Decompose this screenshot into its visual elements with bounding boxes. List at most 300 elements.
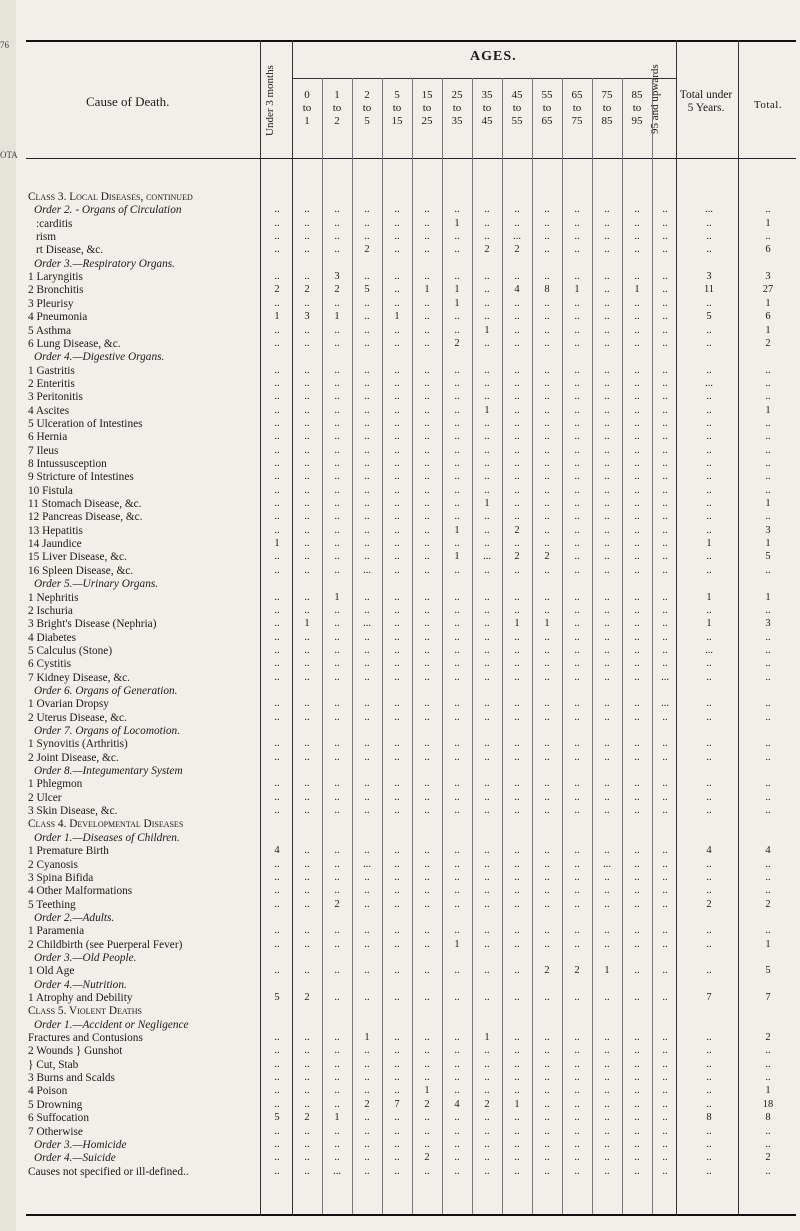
age-count-cell: .. bbox=[604, 1058, 610, 1070]
total-cell: 8 bbox=[765, 1112, 771, 1124]
age-count-cell: .. bbox=[334, 658, 340, 670]
age-count-cell: 1 bbox=[484, 1032, 490, 1044]
age-count-cell: .. bbox=[574, 711, 580, 723]
age-count-cell: .. bbox=[484, 698, 490, 710]
age-count-cell: .. bbox=[454, 698, 460, 710]
age-count-cell: .. bbox=[544, 1045, 550, 1057]
age-count-cell: .. bbox=[574, 671, 580, 683]
age-count-cell: .. bbox=[634, 925, 640, 937]
table-row bbox=[0, 737, 800, 751]
age-count-cell: .. bbox=[514, 1085, 520, 1097]
age-count-cell: .. bbox=[364, 604, 370, 616]
age-count-cell: .. bbox=[574, 604, 580, 616]
age-count-cell: .. bbox=[604, 938, 610, 950]
age-count-cell: .. bbox=[364, 644, 370, 656]
age-count-cell: .. bbox=[544, 564, 550, 576]
age-count-cell: .. bbox=[454, 791, 460, 803]
age-count-cell: .. bbox=[484, 925, 490, 937]
age-count-cell: .. bbox=[634, 671, 640, 683]
total-cell: .. bbox=[765, 204, 771, 216]
table-row bbox=[0, 390, 800, 404]
age-count-cell: .. bbox=[514, 1112, 520, 1124]
age-count-cell: .. bbox=[662, 458, 668, 469]
age-count-cell: 2 bbox=[304, 284, 310, 296]
age-count-cell: .. bbox=[604, 271, 610, 283]
table-row bbox=[0, 831, 800, 845]
cause-label: rt Disease, &c. bbox=[36, 244, 104, 257]
age-count-cell: .. bbox=[334, 1032, 340, 1044]
age-count-cell: .. bbox=[544, 364, 550, 376]
age-count-cell: .. bbox=[394, 391, 400, 403]
age-count-cell: .. bbox=[634, 631, 640, 643]
age-count-cell: .. bbox=[364, 938, 370, 950]
age-count-cell: .. bbox=[484, 391, 490, 403]
age-count-cell: .. bbox=[364, 551, 370, 563]
age-count-cell: .. bbox=[364, 297, 370, 309]
age-count-cell: .. bbox=[604, 297, 610, 309]
total-under-5-cell: 11 bbox=[703, 284, 715, 296]
age-count-cell: .. bbox=[484, 458, 490, 469]
age-count-cell: .. bbox=[544, 471, 550, 483]
age-count-cell: .. bbox=[514, 845, 520, 857]
age-count-cell: .. bbox=[514, 644, 520, 656]
age-count-cell: .. bbox=[544, 644, 550, 656]
age-count-cell: 2 bbox=[514, 524, 520, 536]
total-under-5-cell: 1 bbox=[706, 538, 712, 550]
total-cell: .. bbox=[765, 231, 771, 243]
age-count-cell: .. bbox=[334, 1058, 340, 1070]
age-count-cell: .. bbox=[662, 311, 668, 323]
total-under-5-cell: .. bbox=[706, 231, 712, 243]
age-count-cell: .. bbox=[394, 845, 400, 857]
age-count-cell: 2 bbox=[364, 1098, 370, 1110]
total-cell: .. bbox=[765, 1125, 771, 1137]
age-count-cell: .. bbox=[334, 845, 340, 857]
age-count-cell: .. bbox=[544, 885, 550, 897]
age-count-cell: .. bbox=[574, 738, 580, 750]
age-count-cell: .. bbox=[514, 458, 520, 469]
age-count-cell: .. bbox=[574, 1085, 580, 1097]
age-count-cell: .. bbox=[662, 1085, 668, 1097]
age-count-cell: .. bbox=[274, 458, 280, 469]
cause-label: 2 Ulcer bbox=[28, 791, 62, 804]
age-count-cell: .. bbox=[604, 524, 610, 536]
age-count-cell: .. bbox=[634, 1098, 640, 1110]
age-count-cell: .. bbox=[394, 417, 400, 429]
age-count-cell: .. bbox=[394, 805, 400, 817]
age-count-cell: .. bbox=[454, 1112, 460, 1124]
age-count-cell: .. bbox=[274, 1032, 280, 1044]
age-count-cell: .. bbox=[304, 564, 310, 576]
cause-label: Fractures and Contusions bbox=[28, 1032, 143, 1045]
age-count-cell: .. bbox=[514, 925, 520, 937]
age-count-cell: .. bbox=[604, 231, 610, 243]
age-count-cell: .. bbox=[662, 417, 668, 429]
age-count-cell: .. bbox=[364, 1072, 370, 1084]
total-cell: 5 bbox=[765, 965, 771, 977]
age-count-cell: 1 bbox=[424, 284, 430, 296]
age-count-cell: .. bbox=[334, 297, 340, 309]
age-count-cell: .. bbox=[604, 898, 610, 910]
age-count-cell: .. bbox=[544, 1165, 550, 1177]
age-count-cell: .. bbox=[574, 698, 580, 710]
cause-label: 1 Ovarian Dropsy bbox=[28, 698, 109, 711]
age-count-cell: .. bbox=[634, 1112, 640, 1124]
age-count-cell: .. bbox=[634, 604, 640, 616]
total-cell: .. bbox=[765, 444, 771, 456]
age-count-cell: .. bbox=[424, 217, 430, 229]
age-count-cell: .. bbox=[334, 231, 340, 243]
age-count-cell: .. bbox=[334, 564, 340, 576]
age-count-cell: .. bbox=[394, 591, 400, 603]
age-count-cell: 1 bbox=[334, 1112, 340, 1124]
age-count-cell: .. bbox=[394, 925, 400, 937]
age-count-cell: .. bbox=[364, 738, 370, 750]
age-count-cell: .. bbox=[454, 444, 460, 456]
age-count-cell: .. bbox=[544, 1072, 550, 1084]
total-under-5-cell: .. bbox=[706, 1138, 712, 1150]
cause-label: 11 Stomach Disease, &c. bbox=[28, 498, 142, 511]
age-count-cell: .. bbox=[574, 644, 580, 656]
age-count-cell: .. bbox=[394, 938, 400, 950]
age-count-cell: .. bbox=[544, 938, 550, 950]
age-count-cell: .. bbox=[304, 404, 310, 416]
age-count-cell: .. bbox=[424, 1165, 430, 1177]
age-count-cell: .. bbox=[662, 965, 668, 977]
age-count-cell: .. bbox=[544, 337, 550, 349]
age-count-cell: .. bbox=[334, 524, 340, 536]
age-count-cell: .. bbox=[604, 1125, 610, 1137]
age-count-cell: .. bbox=[634, 898, 640, 910]
age-count-cell: .. bbox=[304, 1138, 310, 1150]
age-count-cell: .. bbox=[662, 992, 668, 1003]
total-under-5-cell: ... bbox=[705, 377, 713, 389]
total-under-5-cell: .. bbox=[706, 791, 712, 803]
age-count-cell: .. bbox=[454, 965, 460, 977]
age-count-cell: .. bbox=[274, 644, 280, 656]
age-count-cell: .. bbox=[662, 711, 668, 723]
age-count-cell: .. bbox=[544, 271, 550, 283]
age-count-cell: .. bbox=[364, 658, 370, 670]
table-row bbox=[0, 791, 800, 805]
age-count-cell: .. bbox=[604, 204, 610, 216]
age-count-cell: .. bbox=[662, 1125, 668, 1137]
age-count-cell: .. bbox=[544, 604, 550, 616]
total-under-5-cell: .. bbox=[706, 498, 712, 510]
age-count-cell: .. bbox=[574, 1032, 580, 1044]
age-count-cell: .. bbox=[304, 1165, 310, 1177]
age-count-cell: .. bbox=[454, 738, 460, 750]
age-count-cell: .. bbox=[544, 377, 550, 389]
age-count-cell: .. bbox=[604, 658, 610, 670]
age-count-cell: .. bbox=[334, 751, 340, 763]
age-count-cell: .. bbox=[634, 885, 640, 897]
age-count-cell: .. bbox=[334, 1125, 340, 1137]
age-count-cell: .. bbox=[604, 458, 610, 469]
age-count-cell: .. bbox=[514, 538, 520, 550]
age-count-cell: .. bbox=[304, 1045, 310, 1057]
cause-label: 6 Hernia bbox=[28, 431, 68, 444]
cause-label: 13 Hepatitis bbox=[28, 524, 83, 537]
total-cell: 3 bbox=[765, 271, 771, 283]
age-count-cell: .. bbox=[304, 524, 310, 536]
age-count-cell: .. bbox=[364, 311, 370, 323]
age-count-cell: .. bbox=[544, 738, 550, 750]
age-count-cell: .. bbox=[514, 1032, 520, 1044]
table-row bbox=[0, 297, 800, 311]
age-count-cell: .. bbox=[574, 658, 580, 670]
age-count-cell: .. bbox=[454, 404, 460, 416]
age-count-cell: .. bbox=[364, 337, 370, 349]
age-count-cell: .. bbox=[364, 885, 370, 897]
age-count-cell: .. bbox=[604, 484, 610, 496]
age-count-cell: 1 bbox=[454, 297, 460, 309]
cause-label: 14 Jaundice bbox=[28, 538, 82, 551]
age-count-cell: .. bbox=[394, 231, 400, 243]
age-count-cell: .. bbox=[604, 364, 610, 376]
age-count-cell: .. bbox=[484, 711, 490, 723]
age-count-cell: .. bbox=[424, 404, 430, 416]
age-count-cell: .. bbox=[604, 1165, 610, 1177]
total-cell: .. bbox=[765, 511, 771, 523]
age-count-cell: .. bbox=[484, 778, 490, 790]
age-count-cell: .. bbox=[394, 738, 400, 750]
age-count-cell: .. bbox=[394, 431, 400, 443]
age-count-cell: .. bbox=[574, 1045, 580, 1057]
age-count-cell: .. bbox=[304, 297, 310, 309]
age-count-cell: .. bbox=[484, 671, 490, 683]
age-count-cell: .. bbox=[364, 484, 370, 496]
age-count-cell: .. bbox=[514, 898, 520, 910]
total-cell: 6 bbox=[765, 311, 771, 323]
age-count-cell: .. bbox=[454, 1058, 460, 1070]
cause-label: 1 Paramenia bbox=[28, 925, 85, 938]
age-count-cell: .. bbox=[364, 711, 370, 723]
table-row bbox=[0, 1084, 800, 1098]
age-count-cell: .. bbox=[662, 1152, 668, 1164]
total-cell: .. bbox=[765, 458, 771, 469]
age-count-cell: .. bbox=[604, 644, 610, 656]
age-count-cell: ... bbox=[363, 564, 371, 576]
age-count-cell: .. bbox=[634, 1045, 640, 1057]
age-count-cell: .. bbox=[544, 858, 550, 870]
table-row bbox=[0, 844, 800, 858]
age-count-cell: .. bbox=[274, 1072, 280, 1084]
age-count-cell: .. bbox=[634, 992, 640, 1003]
ages-heading: AGES. bbox=[470, 49, 517, 64]
age-count-cell: .. bbox=[484, 1125, 490, 1137]
total-under-5-cell: .. bbox=[706, 965, 712, 977]
total-cell: 1 bbox=[765, 498, 771, 510]
age-count-cell: 3 bbox=[304, 311, 310, 323]
age-count-cell: .. bbox=[394, 1125, 400, 1137]
age-count-cell: .. bbox=[662, 871, 668, 883]
age-count-cell: .. bbox=[662, 591, 668, 603]
age-count-cell: .. bbox=[304, 1125, 310, 1137]
table-row bbox=[0, 404, 800, 418]
age-count-cell: 4 bbox=[274, 845, 280, 857]
total-cell: .. bbox=[765, 471, 771, 483]
age-count-cell: .. bbox=[334, 858, 340, 870]
age-count-cell: .. bbox=[484, 538, 490, 550]
age-count-cell: 1 bbox=[544, 618, 550, 630]
age-count-cell: .. bbox=[394, 1152, 400, 1164]
age-count-cell: .. bbox=[544, 391, 550, 403]
age-count-cell: .. bbox=[394, 244, 400, 256]
age-count-cell: .. bbox=[514, 858, 520, 870]
table-row bbox=[0, 497, 800, 511]
cause-label: 2 Ischuria bbox=[28, 604, 73, 617]
age-count-cell: 1 bbox=[334, 591, 340, 603]
age-count-cell: .. bbox=[634, 1152, 640, 1164]
age-count-cell: .. bbox=[662, 845, 668, 857]
age-count-cell: .. bbox=[454, 644, 460, 656]
table-row bbox=[0, 657, 800, 671]
age-count-cell: .. bbox=[544, 591, 550, 603]
age-count-cell: .. bbox=[274, 524, 280, 536]
cause-label: 3 Burns and Scalds bbox=[28, 1072, 115, 1085]
cause-label: 1 Synovitis (Arthritis) bbox=[28, 738, 128, 751]
age-count-cell: .. bbox=[424, 498, 430, 510]
age-count-cell: .. bbox=[662, 364, 668, 376]
age-count-cell: .. bbox=[274, 1152, 280, 1164]
age-count-cell: .. bbox=[544, 992, 550, 1003]
age-count-cell: .. bbox=[304, 1072, 310, 1084]
age-count-cell: .. bbox=[662, 391, 668, 403]
age-count-cell: .. bbox=[484, 1045, 490, 1057]
total-under-5-cell: .. bbox=[706, 1165, 712, 1177]
table-row bbox=[0, 871, 800, 885]
age-count-cell: .. bbox=[394, 271, 400, 283]
table-row bbox=[0, 1151, 800, 1165]
total-cell: 3 bbox=[765, 618, 771, 630]
age-range-heading: 55 to 65 bbox=[541, 89, 553, 127]
age-count-cell: .. bbox=[304, 551, 310, 563]
age-count-cell: .. bbox=[604, 431, 610, 443]
age-count-cell: .. bbox=[604, 871, 610, 883]
age-count-cell: .. bbox=[454, 1125, 460, 1137]
age-count-cell: .. bbox=[574, 938, 580, 950]
age-count-cell: .. bbox=[454, 1152, 460, 1164]
age-count-cell: .. bbox=[274, 1138, 280, 1150]
cause-label: 1 Laryngitis bbox=[28, 271, 83, 284]
total-cell: .. bbox=[765, 644, 771, 656]
total-under-5-cell: .. bbox=[706, 885, 712, 897]
age-count-cell: .. bbox=[424, 1032, 430, 1044]
age-count-cell: .. bbox=[454, 992, 460, 1003]
age-count-cell: .. bbox=[574, 564, 580, 576]
age-count-cell: .. bbox=[454, 511, 460, 523]
age-count-cell: .. bbox=[634, 738, 640, 750]
age-count-cell: .. bbox=[424, 1112, 430, 1124]
age-count-cell: .. bbox=[662, 271, 668, 283]
table-row bbox=[0, 804, 800, 818]
age-count-cell: .. bbox=[574, 1125, 580, 1137]
age-count-cell: .. bbox=[634, 431, 640, 443]
bottom-rule bbox=[26, 1214, 796, 1216]
cause-label: 2 Enteritis bbox=[28, 377, 75, 390]
total-cell: .. bbox=[765, 364, 771, 376]
age-count-cell: .. bbox=[274, 377, 280, 389]
total-cell: .. bbox=[765, 778, 771, 790]
age-count-cell: .. bbox=[484, 524, 490, 536]
age-count-cell: .. bbox=[274, 658, 280, 670]
age-count-cell: .. bbox=[454, 1032, 460, 1044]
age-count-cell: .. bbox=[544, 1032, 550, 1044]
age-count-cell: .. bbox=[274, 858, 280, 870]
age-count-cell: .. bbox=[604, 698, 610, 710]
age-count-cell: .. bbox=[634, 471, 640, 483]
age-count-cell: .. bbox=[544, 431, 550, 443]
age-count-cell: .. bbox=[662, 324, 668, 336]
age-count-cell: .. bbox=[662, 1112, 668, 1124]
age-count-cell: .. bbox=[662, 217, 668, 229]
age-count-cell: .. bbox=[304, 885, 310, 897]
age-count-cell: .. bbox=[334, 938, 340, 950]
total-under-5-cell: 5 bbox=[706, 311, 712, 323]
age-count-cell: .. bbox=[484, 604, 490, 616]
age-count-cell: .. bbox=[484, 364, 490, 376]
age-count-cell: .. bbox=[364, 431, 370, 443]
age-count-cell: .. bbox=[454, 431, 460, 443]
total-cell: .. bbox=[765, 671, 771, 683]
age-count-cell: .. bbox=[364, 1125, 370, 1137]
table-row bbox=[0, 430, 800, 444]
table-row bbox=[0, 484, 800, 498]
total-under-5-cell: .. bbox=[706, 337, 712, 349]
age-count-cell: .. bbox=[662, 644, 668, 656]
age-count-cell: .. bbox=[304, 604, 310, 616]
table-row bbox=[0, 270, 800, 284]
age-count-cell: .. bbox=[394, 444, 400, 456]
age-count-cell: 1 bbox=[514, 1098, 520, 1110]
age-range-heading: 45 to 55 bbox=[511, 89, 523, 127]
age-count-cell: .. bbox=[364, 324, 370, 336]
age-count-cell: .. bbox=[394, 484, 400, 496]
age-count-cell: .. bbox=[514, 738, 520, 750]
age-count-cell: .. bbox=[662, 1072, 668, 1084]
age-count-cell: .. bbox=[662, 658, 668, 670]
age-count-cell: ... bbox=[603, 858, 611, 870]
table-row bbox=[0, 1098, 800, 1112]
age-count-cell: .. bbox=[454, 364, 460, 376]
cause-label: Order 3.—Respiratory Organs. bbox=[34, 257, 176, 270]
age-count-cell: .. bbox=[634, 805, 640, 817]
age-count-cell: .. bbox=[424, 484, 430, 496]
table-row bbox=[0, 350, 800, 364]
age-count-cell: .. bbox=[274, 871, 280, 883]
age-count-cell: .. bbox=[484, 858, 490, 870]
age-count-cell: .. bbox=[394, 791, 400, 803]
cause-label: Class 5. Violent Deaths bbox=[28, 1005, 142, 1018]
age-count-cell: .. bbox=[394, 1138, 400, 1150]
age-count-cell: .. bbox=[514, 431, 520, 443]
age-count-cell: .. bbox=[424, 271, 430, 283]
total-under-5-cell: .. bbox=[706, 391, 712, 403]
age-count-cell: .. bbox=[304, 778, 310, 790]
age-count-cell: .. bbox=[304, 644, 310, 656]
cause-label: 1 Nephritis bbox=[28, 591, 79, 604]
age-count-cell: .. bbox=[274, 551, 280, 563]
age-count-cell: .. bbox=[304, 751, 310, 763]
cause-label: 5 Asthma bbox=[28, 324, 71, 337]
age-count-cell: .. bbox=[662, 885, 668, 897]
age-count-cell: .. bbox=[274, 1085, 280, 1097]
age-count-cell: .. bbox=[274, 498, 280, 510]
age-count-cell: .. bbox=[662, 898, 668, 910]
age-count-cell: .. bbox=[424, 538, 430, 550]
age-count-cell: .. bbox=[364, 805, 370, 817]
